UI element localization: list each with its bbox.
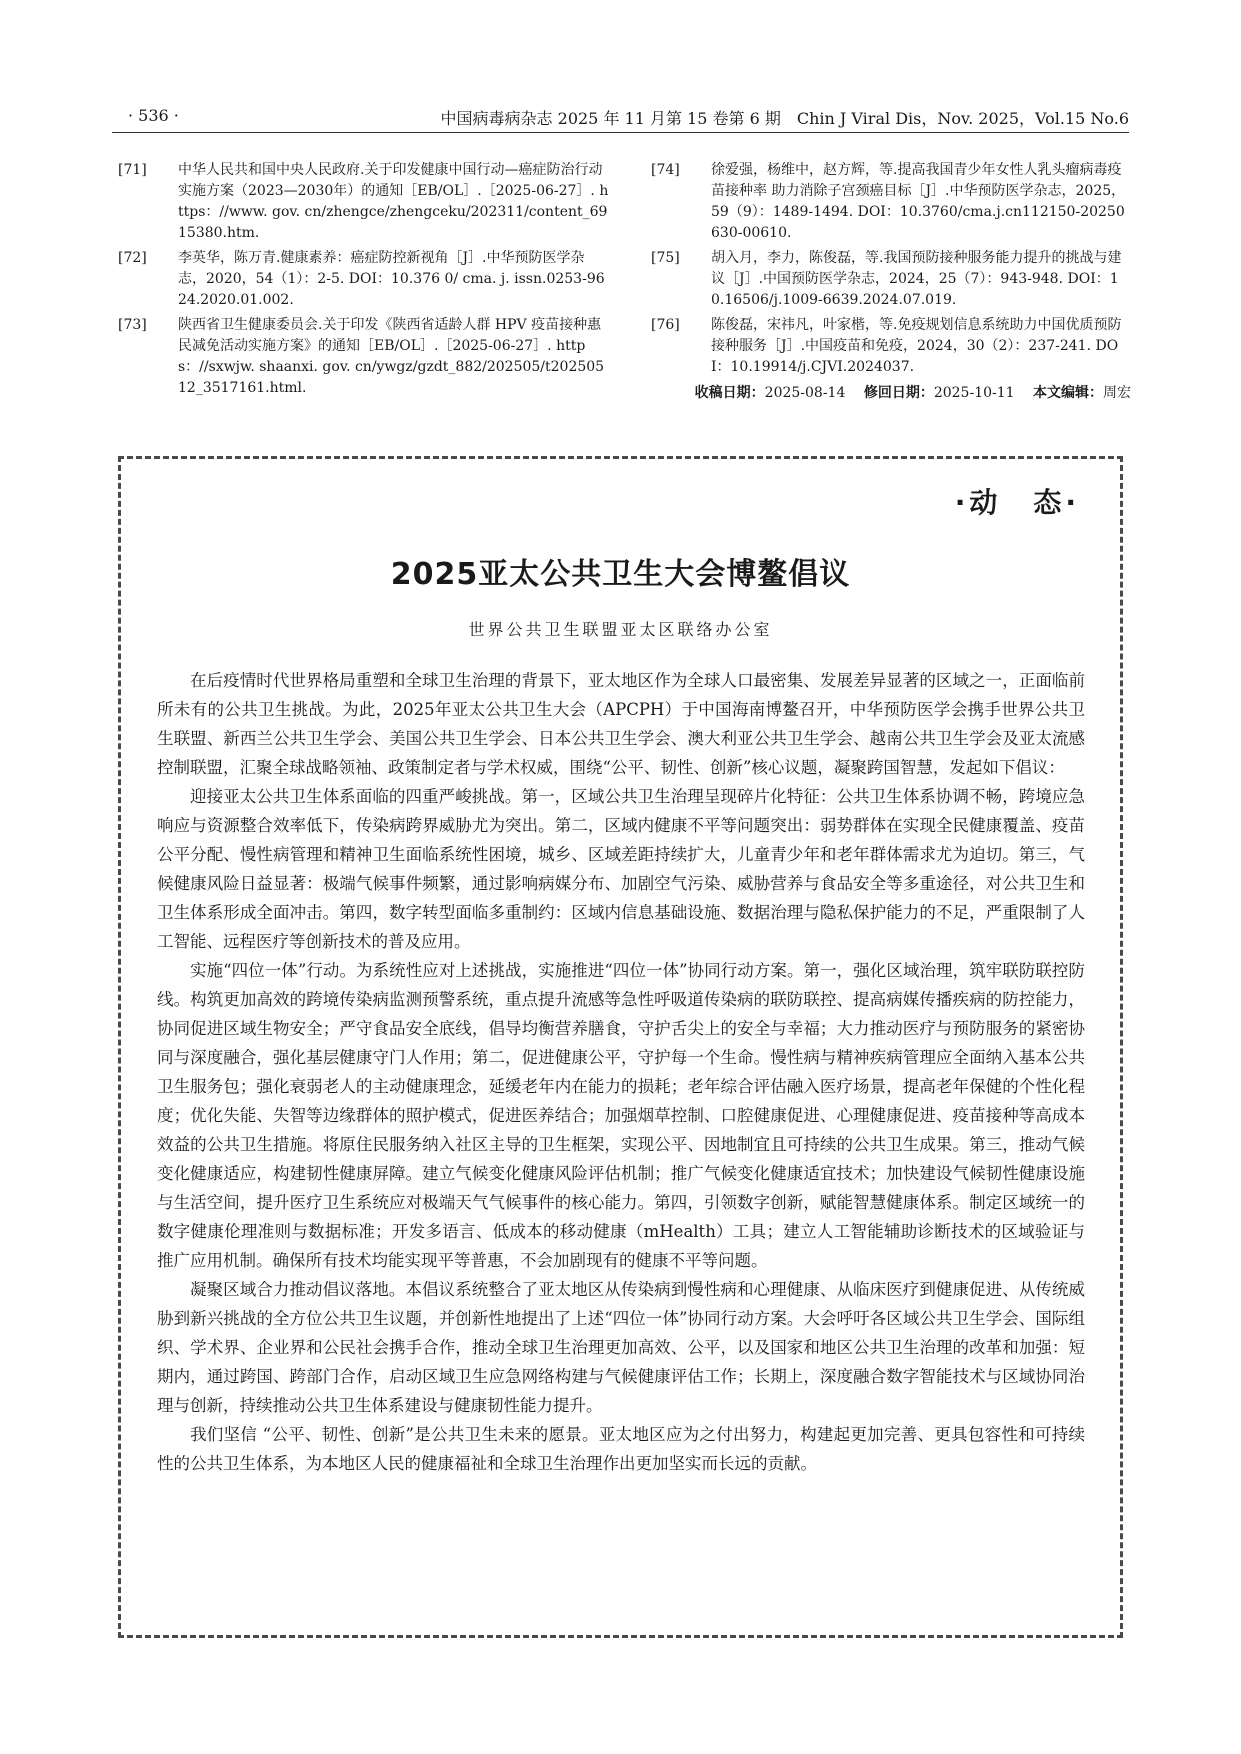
section-tag — [955, 481, 1080, 521]
article-box — [118, 456, 1123, 1638]
revised-label: 修回日期： — [863, 385, 934, 401]
reference-number: [73] — [118, 317, 147, 333]
editor-label: 本文编辑： — [1033, 385, 1103, 401]
article-body — [157, 666, 1085, 1478]
reference-text: 陕西省卫生健康委员会.关于印发《陕西省适龄人群 HPV 疫苗接种惠民减免活动实施方案》的通知［EB/OL］.［2025-06-27］. https：//sxwjw. shaanxi. gov. cn/ywgz/gzdt_882/202505/t20250512_3517161.html. — [178, 317, 605, 396]
section-tag-left: ·动 — [954, 486, 1002, 519]
running-header — [112, 102, 1129, 133]
paragraph: 在后疫情时代世界格局重塑和全球卫生治理的背景下，亚太地区作为全球人口最密集、发展差异显著的区域之一，正面临前所未有的公共卫生挑战。为此，2025年亚太公共卫生大会（APCPH）于中国海南博鳌召开，中华预防医学会携手世界公共卫生联盟、新西兰公共卫生学会、美国公共卫生学会、日本公共卫生学会、澳大利亚公共卫生学会、越南公共卫生学会及亚太流感控制联盟，汇聚全球战略领袖、政策制定者与学术权威，围绕“公平、韧性、创新”核心议题，凝聚跨国智慧，发起如下倡议： — [157, 671, 1085, 777]
reference-item — [112, 248, 612, 311]
reference-text: 陈俊磊，宋祎凡，叶家楷，等.免疫规划信息系统助力中国优质预防接种服务［J］.中国疫苗和免疫，2024，30（2）：237-241. DOI：10.19914/j.CJVI.2024037. — [711, 317, 1122, 375]
reference-number: [74] — [651, 162, 680, 178]
reference-number: [72] — [118, 250, 147, 266]
paragraph: 迎接亚太公共卫生体系面临的四重严峻挑战。第一，区域公共卫生治理呈现碎片化特征：公共卫生体系协调不畅，跨境应急响应与资源整合效率低下，传染病跨界威胁尤为突出。第二，区域内健康不平等问题突出：弱势群体在实现全民健康覆盖、疫苗公平分配、慢性病管理和精神卫生面临系统性困境，城乡、区域差距持续扩大，儿童青少年和老年群体需求尤为迫切。第三，气候健康风险日益显著：极端气候事件频繁，通过影响病媒分布、加剧空气污染、威胁营养与食品安全等多重途径，对公共卫生和卫生体系形成全面冲击。第四，数字转型面临多重制约：区域内信息基础设施、数据治理与隐私保护能力的不足，严重限制了人工智能、远程医疗等创新技术的普及应用。 — [157, 787, 1085, 951]
editor-name: 周宏 — [1103, 385, 1131, 401]
reference-text: 徐爱强，杨维中，赵方辉，等.提高我国青少年女性人乳头瘤病毒疫苗接种率 助力消除子宫颈癌目标［J］.中华预防医学杂志，2025，59（9）：1489-1494. DOI：10.3760/cma.j.cn112150-20250630-00610. — [711, 162, 1126, 241]
section-tag-right: 态· — [1033, 486, 1080, 519]
article-dates — [645, 382, 1131, 402]
revised-date: 2025-10-11 — [933, 385, 1015, 401]
reference-item — [645, 248, 1131, 311]
reference-item — [112, 315, 612, 399]
journal-citation: 中国病毒病杂志 2025 年 11 月第 15 卷第 6 期 Chin J Viral Dis，Nov. 2025，Vol.15 No.6 — [440, 109, 1129, 128]
reference-text: 中华人民共和国中央人民政府.关于印发健康中国行动—癌症防治行动实施方案（2023—2030年）的通知［EB/OL］.［2025-06-27］. https：//www. gov. cn/zhengce/zhengceku/202311/content_6915380.htm. — [178, 162, 609, 241]
paragraph: 凝聚区域合力推动倡议落地。本倡议系统整合了亚太地区从传染病到慢性病和心理健康、从临床医疗到健康促进、从传统威胁到新兴挑战的全方位公共卫生议题，并创新性地提出了上述“四位一体”协同行动方案。大会呼吁各区域公共卫生学会、国际组织、学术界、企业界和公民社会携手合作，推动全球卫生治理更加高效、公平，以及国家和地区公共卫生治理的改革和加强：短期内，通过跨国、跨部门合作，启动区域卫生应急网络构建与气候健康评估工作；长期上，深度融合数字智能技术与区域协同治理与创新，持续推动公共卫生体系建设与健康韧性能力提升。 — [157, 1280, 1085, 1415]
reference-text: 胡入月，李力，陈俊磊，等.我国预防接种服务能力提升的挑战与建议［J］.中国预防医学杂志，2024，25（7）：943-948. DOI：10.16506/j.1009-6639.2024.07.019. — [711, 250, 1122, 308]
received-label: 收稿日期： — [694, 385, 765, 401]
article-title: 2025亚太公共卫生大会博鳌倡议 — [390, 557, 851, 592]
reference-list-left — [112, 160, 612, 403]
page-number: · 536 · — [128, 106, 179, 125]
reference-item — [112, 160, 612, 244]
reference-number: [71] — [118, 162, 147, 178]
reference-number: [76] — [651, 317, 680, 333]
paragraph: 实施“四位一体”行动。为系统性应对上述挑战，实施推进“四位一体”协同行动方案。第一，强化区域治理，筑牢联防联控防线。构筑更加高效的跨境传染病监测预警系统，重点提升流感等急性呼吸道传染病的联防联控、提高病媒传播疾病的防控能力，协同促进区域生物安全；严守食品安全底线，倡导均衡营养膳食，守护舌尖上的安全与幸福；大力推动医疗与预防服务的紧密协同与深度融合，强化基层健康守门人作用；第二，促进健康公平，守护每一个生命。慢性病与精神疾病管理应全面纳入基本公共卫生服务包；强化衰弱老人的主动健康理念，延缓老年内在能力的损耗；老年综合评估融入医疗场景，提高老年保健的个性化程度；优化失能、失智等边缘群体的照护模式，促进医养结合；加强烟草控制、口腔健康促进、心理健康促进、疫苗接种等高成本效益的公共卫生措施。将原住民服务纳入社区主导的卫生框架，实现公平、因地制宜且可持续的公共卫生成果。第三，推动气候变化健康适应，构建韧性健康屏障。建立气候变化健康风险评估机制；推广气候变化健康适宜技术；加快建设气候韧性健康设施与生活空间，提升医疗卫生系统应对极端天气气候事件的核心能力。第四，引领数字创新，赋能智慧健康体系。制定区域统一的数字健康伦理准则与数据标准；开发多语言、低成本的移动健康（mHealth）工具；建立人工智能辅助诊断技术的区域验证与推广应用机制。确保所有技术均能实现平等普惠，不会加剧现有的健康不平等问题。 — [157, 961, 1085, 1270]
reference-text: 李英华，陈万青.健康素养：癌症防控新视角［J］.中华预防医学杂志，2020，54（1）：2-5. DOI：10.376 0/ cma. j. issn.0253-9624.2020.01.002. — [178, 250, 605, 308]
article-author: 世界公共卫生联盟亚太区联络办公室 — [468, 620, 773, 639]
reference-number: [75] — [651, 250, 680, 266]
received-date: 2025-08-14 — [764, 385, 846, 401]
reference-item — [645, 315, 1131, 378]
reference-list-right — [645, 160, 1131, 382]
reference-item — [645, 160, 1131, 244]
paragraph: 我们坚信 “公平、韧性、创新”是公共卫生未来的愿景。亚太地区应为之付出努力，构建起更加完善、更具包容性和可持续性的公共卫生体系，为本地区人民的健康福祉和全球卫生治理作出更加坚实而长远的贡献。 — [157, 1425, 1085, 1473]
